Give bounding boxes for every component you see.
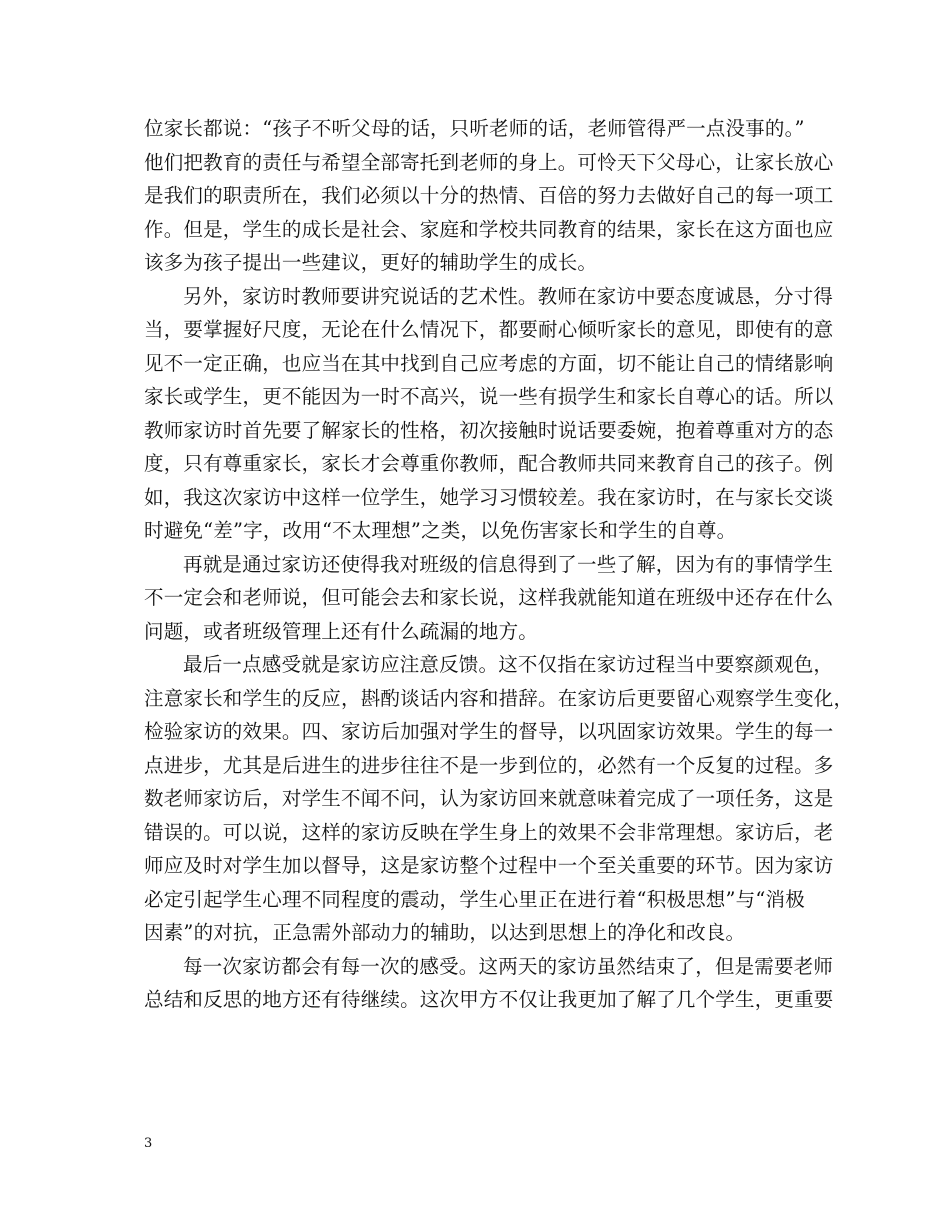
text-line: 总结和反思的地方还有待继续。这次甲方不仅让我更加了解了几个学生，更重要: [144, 988, 834, 1011]
text-line: 每一次家访都会有每一次的感受。这两天的家访虽然结束了，但是需要老师: [183, 954, 834, 978]
text-line: 必定引起学生心理不同程度的震动，学生心里正在进行着“积极思想”与“消极: [144, 887, 805, 911]
text-line: 再就是通过家访还使得我对班级的信息得到了一些了解，因为有的事情学生: [183, 552, 834, 576]
paragraph-3: [144, 548, 834, 649]
text-line: 不一定会和老师说，但可能会去和家长说，这样我就能知道在班级中还存在什么: [144, 586, 834, 609]
text-line: 度，只有尊重家长，家长才会尊重你教师，配合教师共同来教育自己的孩子。例: [144, 452, 834, 475]
text-line: 该多为孩子提出一些建议，更好的辅助学生的成长。: [144, 251, 598, 274]
text-line: 当，要掌握好尺度，无论在什么情况下，都要耐心倾听家长的意见，即使有的意: [144, 318, 834, 341]
text-line: 注意家长和学生的反应，斟酌谈话内容和措辞。在家访后更要留心观察学生变化，: [144, 686, 854, 710]
paragraph-4: [144, 648, 854, 950]
text-line: 如，我这次家访中这样一位学生，她学习习惯较差。我在家访时，在与家长交谈: [144, 485, 834, 509]
text-line: 位家长都说：“孩子不听父母的话，只听老师的话，老师管得严一点没事的。”: [144, 117, 805, 140]
text-line: 数老师家访后，对学生不闻不问，认为家访回来就意味着完成了一项任务，这是: [144, 787, 834, 810]
text-line: 作。但是，学生的成长是社会、家庭和学校共同教育的结果，家长在这方面也应: [144, 217, 834, 241]
text-line: 家长或学生，更不能因为一时不高兴，说一些有损学生和家长自尊心的话。所以: [144, 385, 834, 408]
text-line: 他们把教育的责任与希望全部寄托到老师的身上。可怜天下父母心，让家长放心: [144, 150, 834, 174]
document-body: [144, 112, 854, 1017]
text-line: 见不一定正确，也应当在其中找到自己应考虑的方面，切不能让自己的情绪影响: [144, 351, 834, 375]
text-line: 问题，或者班级管理上还有什么疏漏的地方。: [144, 619, 539, 643]
paragraph-1: [144, 112, 834, 280]
page-number: 3: [144, 1136, 153, 1151]
text-line: 时避免“差”字，改用“不太理想”之类，以免伤害家长和学生的自尊。: [144, 519, 737, 542]
text-line: 师应及时对学生加以督导，这是家访整个过程中一个至关重要的环节。因为家访: [144, 854, 834, 877]
text-line: 检验家访的效果。四、家访后加强对学生的督导，以巩固家访效果。学生的每一: [144, 720, 834, 743]
text-line: 错误的。可以说，这样的家访反映在学生身上的效果不会非常理想。家访后，老: [144, 820, 834, 844]
text-line: 点进步，尤其是后进生的进步往往不是一步到位的，必然有一个反复的过程。多: [144, 753, 834, 777]
paragraph-2: [144, 280, 834, 548]
paragraph-5: [144, 950, 834, 1017]
text-line: 是我们的职责所在，我们必须以十分的热情、百倍的努力去做好自己的每一项工: [144, 184, 834, 207]
text-line: 最后一点感受就是家访应注意反馈。这不仅指在家访过程当中要察颜观色，: [183, 653, 834, 676]
text-line: 另外，家访时教师要讲究说话的艺术性。教师在家访中要态度诚恳，分寸得: [183, 284, 834, 308]
text-line: 教师家访时首先要了解家长的性格，初次接触时说话要委婉，抱着尊重对方的态: [144, 418, 834, 442]
text-line: 因素”的对抗，正急需外部动力的辅助，以达到思想上的净化和改良。: [144, 921, 746, 944]
